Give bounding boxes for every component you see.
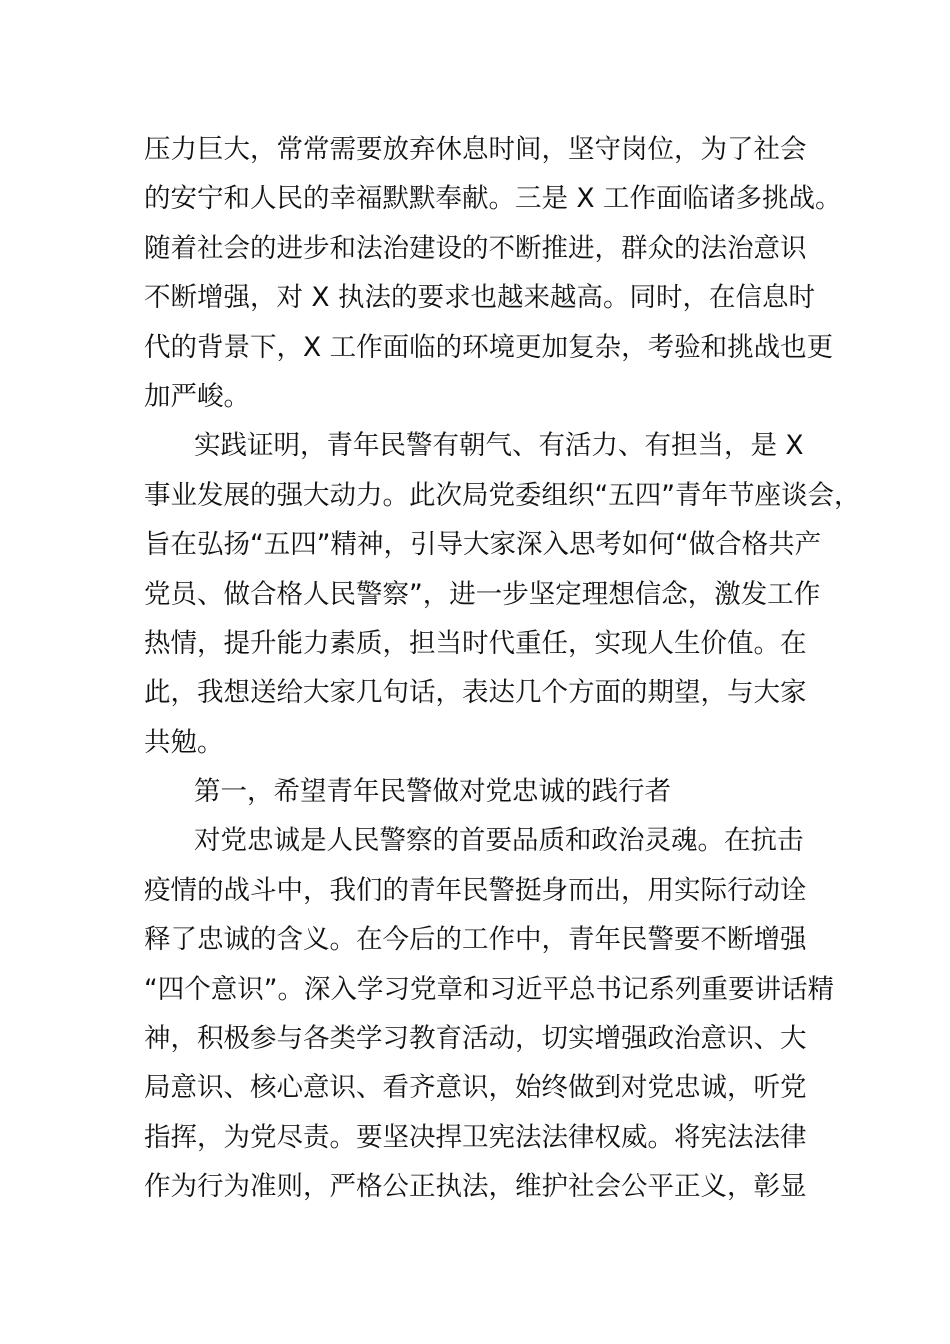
paragraph-first-line: 实践证明，青年民警有朝气、有活力、有担当，是 X xyxy=(194,430,804,462)
text-line: 疫情的战斗中，我们的青年民警挺身而出，用实际行动诠 xyxy=(144,874,807,906)
text-line: 旨在弘扬“五四”精神，引导大家深入思考如何“做合格共产 xyxy=(144,529,822,561)
text-line: 事业发展的强大动力。此次局党委组织“五四”青年节座谈会， xyxy=(144,479,861,511)
text-line: 此，我想送给大家几句话，表达几个方面的期望，与大家 xyxy=(144,677,807,709)
text-line: 加严峻。 xyxy=(144,380,250,412)
text-line: 压力巨大，常常需要放弃休息时间，坚守岗位，为了社会 xyxy=(144,134,807,165)
text-line: 释了忠诚的含义。在今后的工作中，青年民警要不断增强 xyxy=(144,924,807,956)
text-line: 随着社会的进步和法治建设的不断推进，群众的法治意识 xyxy=(144,232,807,264)
text-line: “四个意识”。深入学习党章和习近平总书记系列重要讲话精 xyxy=(144,973,834,1005)
text-line: 不断增强，对 X 执法的要求也越来越高。同时，在信息时 xyxy=(144,282,816,314)
text-line: 共勉。 xyxy=(144,726,224,758)
text-line: 局意识、核心意识、看齐意识，始终做到对党忠诚，听党 xyxy=(144,1072,807,1104)
text-line: 热情，提升能力素质，担当时代重任，实现人生价值。在 xyxy=(144,627,807,659)
section-heading: 第一，希望青年民警做对党忠诚的践行者 xyxy=(194,776,671,808)
paragraph-first-line: 对党忠诚是人民警察的首要品质和政治灵魂。在抗击 xyxy=(194,825,804,857)
text-line: 党员、做合格人民警察”，进一步坚定理想信念，激发工作 xyxy=(144,578,821,610)
text-line: 神，积极参与各类学习教育活动，切实增强政治意识、大 xyxy=(144,1023,807,1055)
text-line: 指挥，为党尽责。要坚决捍卫宪法法律权威。将宪法法律 xyxy=(144,1121,807,1153)
text-line: 的安宁和人民的幸福默默奉献。三是 X 工作面临诸多挑战。 xyxy=(144,183,842,215)
text-line: 代的背景下，X 工作面临的环境更加复杂，考验和挑战也更 xyxy=(144,331,834,363)
body-text xyxy=(144,125,861,1212)
text-line: 作为行为准则，严格公正执法，维护社会公平正义，彰显 xyxy=(144,1171,807,1203)
